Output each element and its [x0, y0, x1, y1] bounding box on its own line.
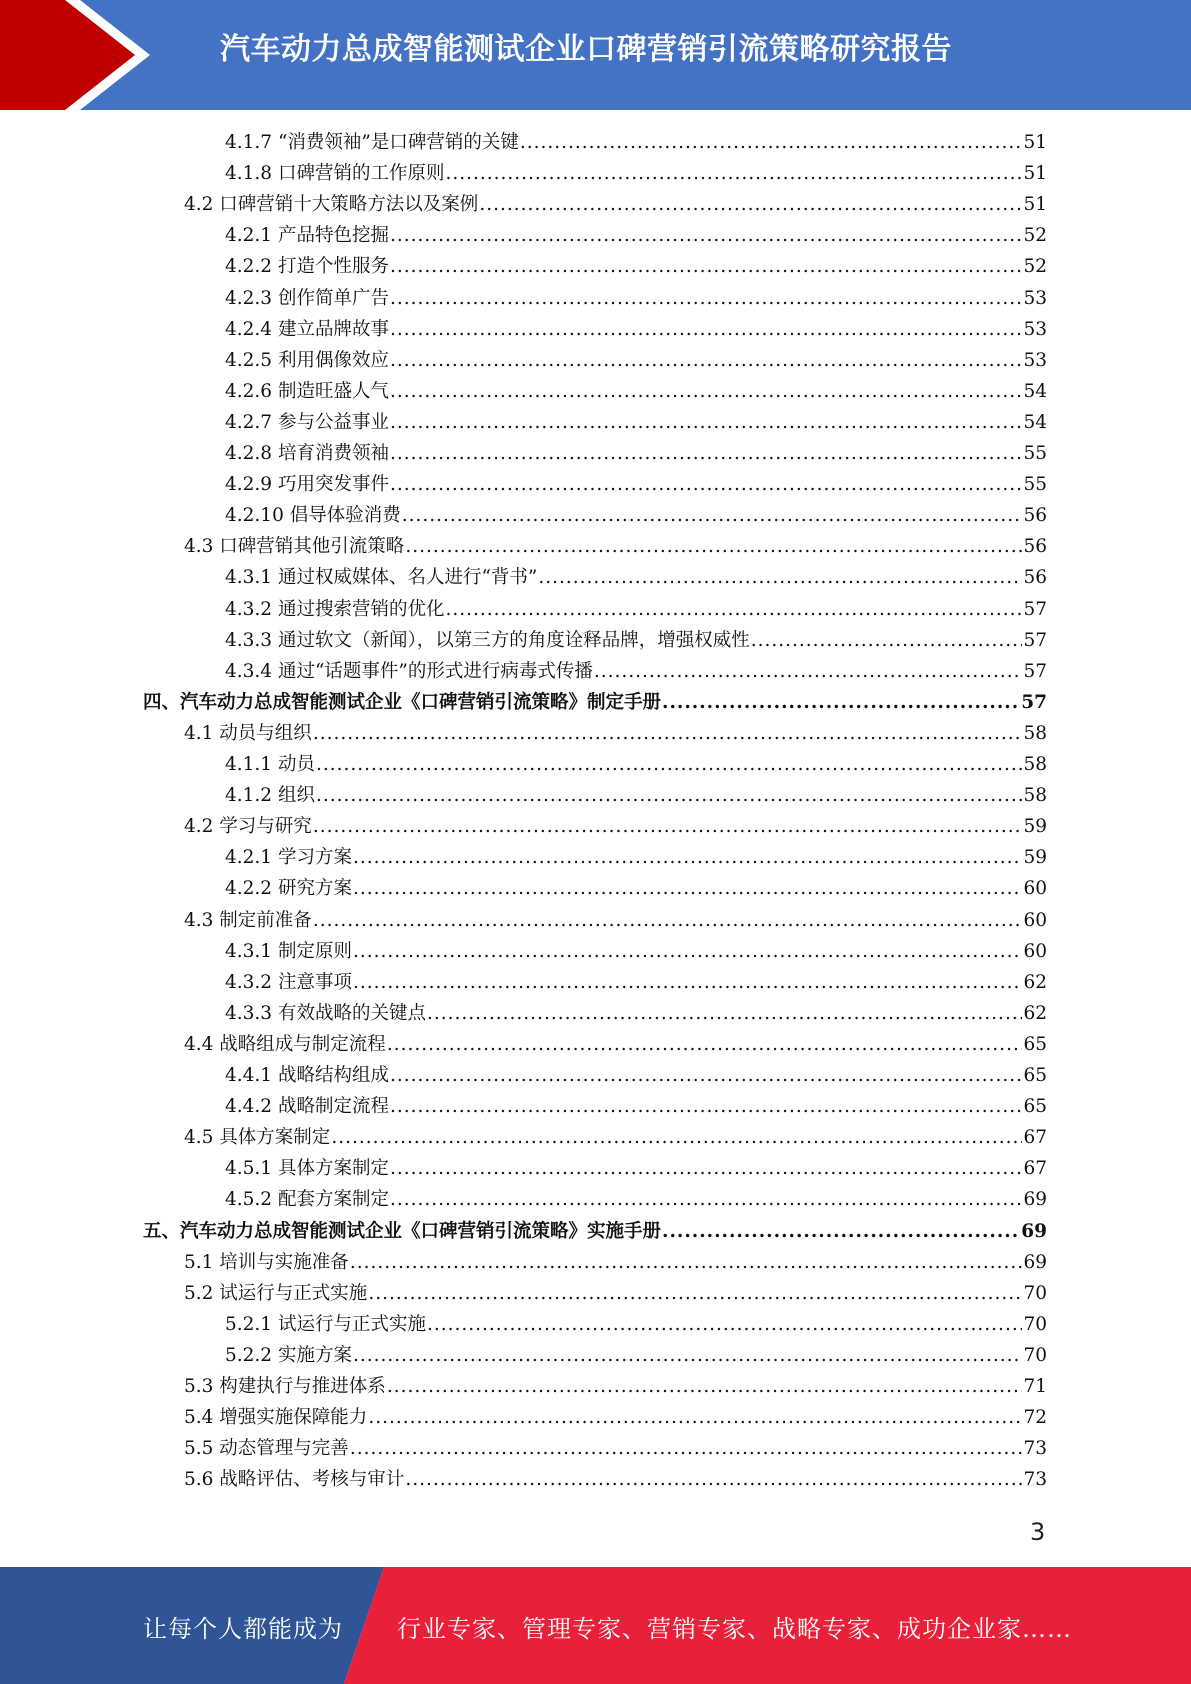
toc-entry-label: 4.2.1 产品特色挖掘 — [225, 225, 389, 247]
toc-entry[interactable] — [225, 158, 1047, 189]
toc-entry[interactable] — [225, 842, 1047, 873]
toc-entry-label: 4.4.1 战略结构组成 — [225, 1065, 389, 1086]
toc-entry[interactable] — [225, 780, 1047, 811]
toc-entry-label: 4.1 动员与组织 — [184, 722, 312, 744]
toc-dot-leader — [353, 936, 1023, 967]
toc-entry-page: 62 — [1023, 1002, 1047, 1024]
toc-dot-leader — [316, 749, 1023, 780]
toc-entry-label: 4.2.8 培育消费领袖 — [225, 443, 389, 464]
toc-entry[interactable] — [184, 1464, 1047, 1495]
toc-dot-leader — [520, 127, 1023, 158]
toc-entry-label: 4.5.1 具体方案制定 — [225, 1158, 389, 1180]
toc-entry-page: 54 — [1023, 380, 1047, 402]
toc-dot-leader — [662, 1216, 1020, 1247]
toc-dot-leader — [405, 531, 1022, 562]
header-arrow-decoration — [0, 0, 150, 110]
toc-dot-leader — [390, 251, 1022, 282]
toc-dot-leader — [368, 1278, 1022, 1309]
toc-entry-page: 60 — [1023, 940, 1047, 962]
toc-dot-leader — [313, 811, 1023, 842]
toc-entry-page: 70 — [1023, 1344, 1047, 1366]
toc-entry-page: 57 — [1023, 598, 1047, 620]
toc-entry[interactable] — [225, 314, 1047, 345]
toc-entry-page: 53 — [1023, 287, 1047, 309]
toc-entry-page: 51 — [1023, 163, 1047, 185]
toc-entry-page: 57 — [1023, 660, 1047, 682]
toc-dot-leader — [387, 1029, 1023, 1060]
toc-dot-leader — [445, 594, 1022, 625]
toc-dot-leader — [390, 345, 1022, 376]
toc-dot-leader — [390, 376, 1022, 407]
toc-dot-leader — [427, 998, 1022, 1029]
toc-entry[interactable] — [184, 1247, 1047, 1278]
toc-entry[interactable] — [225, 283, 1047, 314]
toc-entry-page: 67 — [1023, 1158, 1047, 1180]
toc-entry-label: 4.2.9 巧用突发事件 — [225, 474, 389, 496]
toc-entry[interactable] — [225, 749, 1047, 780]
toc-entry[interactable] — [143, 687, 1047, 718]
toc-dot-leader — [353, 1340, 1023, 1371]
toc-entry[interactable] — [225, 469, 1047, 500]
toc-entry-label: 4.2.2 研究方案 — [225, 878, 352, 900]
toc-entry[interactable] — [184, 1433, 1047, 1464]
toc-entry[interactable] — [225, 1091, 1047, 1122]
toc-dot-leader — [353, 842, 1023, 873]
toc-entry-page: 58 — [1023, 785, 1047, 807]
toc-entry[interactable] — [143, 1216, 1047, 1247]
page-number: 3 — [1030, 1518, 1046, 1546]
toc-entry[interactable] — [225, 438, 1047, 469]
toc-entry[interactable] — [225, 562, 1047, 593]
toc-entry[interactable] — [225, 220, 1047, 251]
toc-entry-page: 58 — [1023, 754, 1047, 775]
toc-dot-leader — [538, 562, 1022, 593]
toc-entry-page: 51 — [1023, 132, 1047, 153]
toc-entry-page: 56 — [1023, 505, 1047, 527]
toc-dot-leader — [387, 1371, 1023, 1402]
toc-entry[interactable] — [225, 500, 1047, 531]
toc-dot-leader — [662, 687, 1020, 718]
report-title: 汽车动力总成智能测试企业口碑营销引流策略研究报告 — [220, 32, 952, 67]
toc-dot-leader — [402, 500, 1023, 531]
toc-entry-label: 5.1 培训与实施准备 — [184, 1251, 349, 1273]
toc-entry-label: 5.6 战略评估、考核与审计 — [184, 1469, 405, 1491]
toc-entry[interactable] — [184, 1122, 1047, 1153]
toc-entry-label: 4.2.5 利用偶像效应 — [225, 349, 389, 371]
toc-entry-page: 71 — [1023, 1376, 1047, 1397]
toc-entry-label: 4.4 战略组成与制定流程 — [184, 1033, 386, 1055]
toc-entry-label: 4.5.2 配套方案制定 — [225, 1189, 389, 1211]
toc-dot-leader — [405, 1464, 1022, 1495]
toc-entry-label: 4.2.2 打造个性服务 — [225, 256, 389, 278]
toc-entry-label: 4.2.3 创作简单广告 — [225, 287, 389, 309]
toc-entry[interactable] — [225, 1060, 1047, 1091]
toc-dot-leader — [353, 967, 1023, 998]
toc-dot-leader — [390, 314, 1022, 345]
toc-dot-leader — [427, 1309, 1022, 1340]
toc-entry-label: 4.3.1 通过权威媒体、名人进行“背书” — [225, 567, 538, 589]
toc-entry-page: 69 — [1023, 1189, 1047, 1211]
toc-entry-page: 59 — [1023, 816, 1047, 838]
toc-entry-page: 65 — [1023, 1065, 1047, 1086]
toc-entry-page: 70 — [1023, 1313, 1047, 1335]
toc-entry-label: 4.3.2 通过搜索营销的优化 — [225, 598, 445, 620]
toc-entry-label: 4.3.3 有效战略的关键点 — [225, 1002, 426, 1024]
toc-entry-label: 4.3.3 通过软文（新闻），以第三方的角度诠释品牌，增强权威性 — [225, 629, 750, 651]
toc-entry-label: 4.4.2 战略制定流程 — [225, 1096, 389, 1118]
toc-entry-page: 72 — [1023, 1407, 1047, 1429]
toc-dot-leader — [350, 1433, 1023, 1464]
toc-dot-leader — [390, 220, 1022, 251]
toc-entry-label: 4.2.10 倡导体验消费 — [225, 505, 401, 527]
toc-entry-page: 55 — [1023, 474, 1047, 496]
toc-entry[interactable] — [184, 531, 1047, 562]
toc-dot-leader — [313, 718, 1023, 749]
toc-dot-leader — [313, 905, 1023, 936]
toc-dot-leader — [390, 283, 1022, 314]
toc-entry[interactable] — [225, 1309, 1047, 1340]
toc-entry-page: 65 — [1023, 1096, 1047, 1118]
toc-entry-label: 4.1.7 “消费领袖”是口碑营销的关键 — [225, 132, 519, 153]
toc-entry[interactable] — [184, 189, 1047, 220]
toc-entry[interactable] — [225, 998, 1047, 1029]
toc-dot-leader — [390, 1184, 1022, 1215]
toc-entry[interactable] — [184, 1402, 1047, 1433]
toc-entry-label: 4.1.1 动员 — [225, 754, 315, 775]
toc-dot-leader — [390, 407, 1022, 438]
toc-entry-page: 58 — [1023, 722, 1047, 744]
toc-entry-page: 67 — [1023, 1127, 1047, 1149]
toc-entry-page: 73 — [1023, 1438, 1047, 1460]
toc-entry-page: 52 — [1023, 256, 1047, 278]
toc-dot-leader — [594, 656, 1023, 687]
toc-entry-page: 70 — [1023, 1282, 1047, 1304]
toc-entry[interactable] — [225, 625, 1047, 656]
toc-entry-page: 53 — [1023, 349, 1047, 371]
toc-entry-label: 4.2.6 制造旺盛人气 — [225, 380, 389, 402]
footer-slogan-left: 让每个人都能成为 — [143, 1615, 343, 1643]
toc-entry-page: 57 — [1021, 691, 1047, 713]
toc-entry-page: 53 — [1023, 318, 1047, 340]
toc-entry[interactable] — [225, 873, 1047, 904]
toc-entry-label: 4.3.4 通过“话题事件”的形式进行病毒式传播 — [225, 660, 593, 682]
toc-entry-page: 59 — [1023, 847, 1047, 869]
toc-dot-leader — [445, 158, 1022, 189]
toc-entry[interactable] — [184, 811, 1047, 842]
toc-entry-label: 4.3 制定前准备 — [184, 909, 312, 931]
toc-entry[interactable] — [184, 905, 1047, 936]
page-header — [0, 0, 1191, 110]
toc-entry-page: 60 — [1023, 878, 1047, 900]
toc-entry-page: 65 — [1023, 1033, 1047, 1055]
toc-entry-page: 62 — [1023, 971, 1047, 993]
toc-entry[interactable] — [184, 1371, 1047, 1402]
toc-dot-leader — [350, 1247, 1023, 1278]
toc-entry[interactable] — [225, 594, 1047, 625]
toc-entry-label: 4.2.4 建立品牌故事 — [225, 318, 389, 340]
toc-entry[interactable] — [225, 1340, 1047, 1371]
toc-entry[interactable] — [184, 1029, 1047, 1060]
toc-entry-label: 5.5 动态管理与完善 — [184, 1438, 349, 1460]
toc-entry-label: 4.3 口碑营销其他引流策略 — [184, 536, 405, 558]
toc-dot-leader — [390, 1153, 1022, 1184]
toc-entry[interactable] — [184, 1278, 1047, 1309]
toc-entry-label: 五、汽车动力总成智能测试企业《口碑营销引流策略》实施手册 — [143, 1220, 662, 1242]
toc-entry[interactable] — [225, 656, 1047, 687]
toc-dot-leader — [353, 873, 1023, 904]
toc-entry[interactable] — [225, 345, 1047, 376]
toc-entry-page: 56 — [1023, 567, 1047, 589]
toc-entry-page: 73 — [1023, 1469, 1047, 1491]
toc-entry-label: 4.1.2 组织 — [225, 785, 315, 807]
toc-entry[interactable] — [225, 1184, 1047, 1215]
toc-entry-page: 55 — [1023, 443, 1047, 464]
toc-entry-label: 5.2 试运行与正式实施 — [184, 1282, 368, 1304]
toc-entry-page: 54 — [1023, 411, 1047, 433]
toc-entry-label: 5.3 构建执行与推进体系 — [184, 1376, 386, 1397]
toc-entry[interactable] — [225, 127, 1047, 158]
toc-entry-label: 4.2.7 参与公益事业 — [225, 411, 389, 433]
toc-entry[interactable] — [225, 407, 1047, 438]
toc-dot-leader — [331, 1122, 1022, 1153]
toc-entry-label: 5.2.1 试运行与正式实施 — [225, 1313, 426, 1335]
toc-entry[interactable] — [225, 936, 1047, 967]
toc-entry-page: 51 — [1023, 194, 1047, 216]
toc-dot-leader — [390, 1060, 1022, 1091]
toc-entry-label: 4.2 口碑营销十大策略方法以及案例 — [184, 194, 479, 216]
toc-entry[interactable] — [225, 251, 1047, 282]
toc-entry-page: 69 — [1023, 1251, 1047, 1273]
toc-entry-label: 5.4 增强实施保障能力 — [184, 1407, 368, 1429]
footer-slogan-right: 行业专家、管理专家、营销专家、战略专家、成功企业家…… — [397, 1615, 1072, 1643]
toc-entry-label: 4.2 学习与研究 — [184, 816, 312, 838]
toc-entry-label: 4.3.1 制定原则 — [225, 940, 352, 962]
toc-entry-page: 57 — [1023, 629, 1047, 651]
toc-entry[interactable] — [225, 967, 1047, 998]
toc-entry-label: 4.5 具体方案制定 — [184, 1127, 331, 1149]
toc-entry-page: 52 — [1023, 225, 1047, 247]
toc-entry[interactable] — [225, 1153, 1047, 1184]
toc-dot-leader — [390, 438, 1022, 469]
toc-dot-leader — [390, 469, 1022, 500]
toc-entry[interactable] — [225, 376, 1047, 407]
toc-dot-leader — [751, 625, 1023, 656]
toc-entry-label: 4.1.8 口碑营销的工作原则 — [225, 163, 445, 185]
toc-dot-leader — [390, 1091, 1022, 1122]
toc-entry-page: 56 — [1023, 536, 1047, 558]
toc-entry[interactable] — [184, 718, 1047, 749]
toc-entry-label: 四、汽车动力总成智能测试企业《口碑营销引流策略》制定手册 — [143, 691, 662, 713]
toc-dot-leader — [368, 1402, 1022, 1433]
toc-entry-label: 4.3.2 注意事项 — [225, 971, 352, 993]
toc-entry-page: 60 — [1023, 909, 1047, 931]
toc-dot-leader — [316, 780, 1023, 811]
toc-entry-label: 4.2.1 学习方案 — [225, 847, 352, 869]
toc-entry-page: 69 — [1021, 1220, 1047, 1242]
toc-dot-leader — [479, 189, 1022, 220]
toc-entry-label: 5.2.2 实施方案 — [225, 1344, 352, 1366]
